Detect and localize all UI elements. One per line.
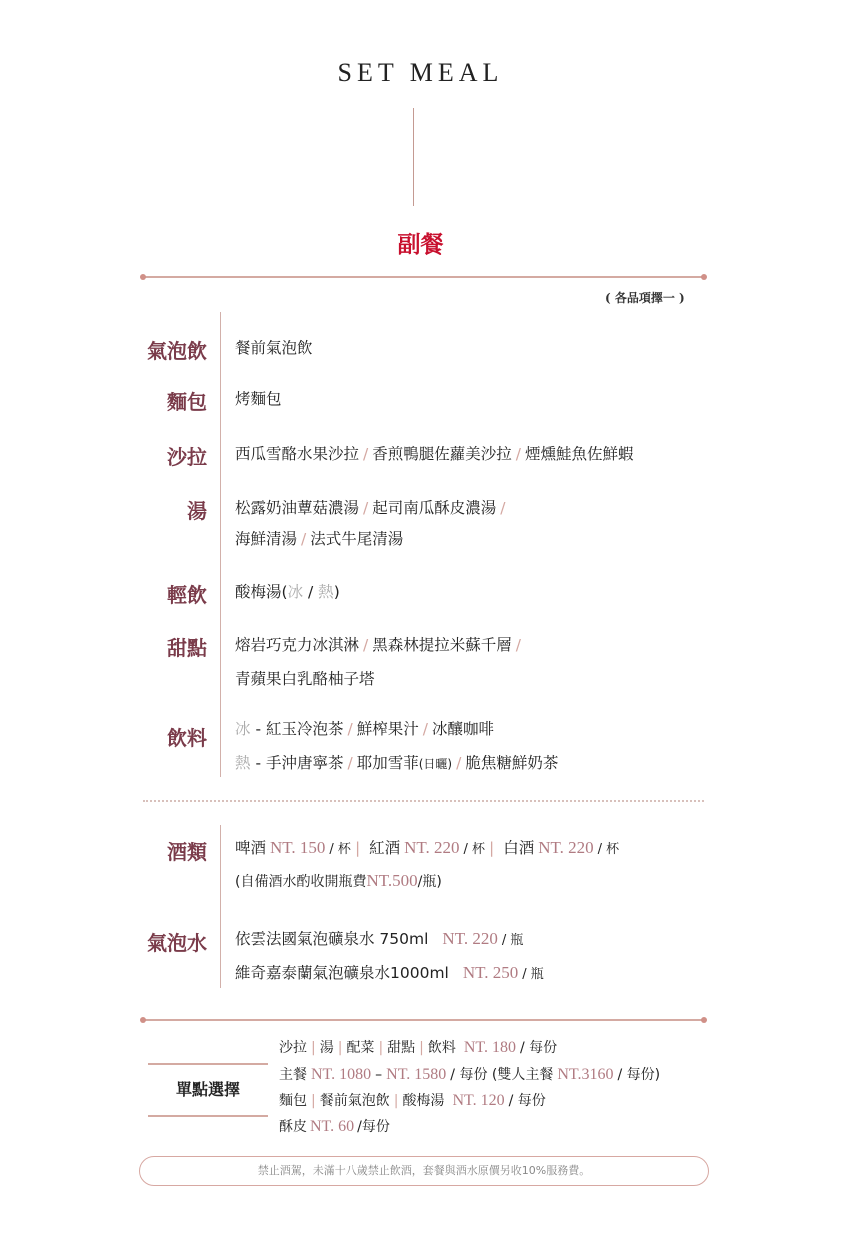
corkage-note: (自備酒水酌收開瓶費NT.500/瓶) [235, 871, 442, 890]
light-drink-item: 酸梅湯(冰 / 熱) [235, 583, 340, 601]
courses-vertical-line [220, 312, 221, 777]
dessert-items-line1: 熔岩巧克力冰淇淋 / 黑森林提拉米蘇千層 / [235, 636, 521, 654]
page-title: SET MEAL [337, 58, 504, 87]
title-divider [413, 108, 414, 206]
category-light-drink: 輕飲 [167, 583, 207, 607]
category-sparkling-water: 氣泡水 [147, 931, 207, 955]
drinks-vertical-line [220, 825, 221, 988]
a-la-carte-label: 單點選擇 [148, 1063, 268, 1117]
bottom-divider [143, 1019, 704, 1021]
beverage-cold-line: 冰 - 紅玉冷泡茶 / 鮮榨果汁 / 冰釀咖啡 [235, 720, 494, 738]
sparkling-water-item-2: 維奇嘉泰蘭氣泡礦泉水1000ml NT. 250 / 瓶 [235, 963, 544, 982]
top-divider [143, 276, 704, 278]
a-la-carte-line1: 沙拉 | 湯 | 配菜 | 甜點 | 飲料 NT. 180 / 每份 [279, 1039, 558, 1056]
category-alcohol: 酒類 [167, 840, 207, 864]
beverage-hot-line: 熱 - 手沖唐寧茶 / 耶加雪菲(日曬) / 脆焦糖鮮奶茶 [235, 754, 559, 772]
a-la-carte-line4: 酥皮 NT. 60 /每份 [279, 1118, 390, 1135]
item-bread: 烤麵包 [235, 390, 282, 408]
category-bread: 麵包 [167, 390, 207, 414]
sparkling-water-item-1: 依雲法國氣泡礦泉水 750ml NT. 220 / 瓶 [235, 929, 524, 948]
choose-one-note: ( 各品項擇一 ) [605, 291, 685, 305]
salad-items: 西瓜雪酪水果沙拉 / 香煎鴨腿佐蘿美沙拉 / 煙燻鮭魚佐鮮蝦 [235, 445, 634, 463]
dessert-items-line2: 青蘋果白乳酪柚子塔 [235, 670, 375, 688]
a-la-carte-line3: 麵包 | 餐前氣泡飲 | 酸梅湯 NT. 120 / 每份 [279, 1092, 546, 1109]
alcohol-items: 啤酒 NT. 150 / 杯 | 紅酒 NT. 220 / 杯 | 白酒 NT. 220 / 杯 [235, 838, 620, 857]
dotted-divider [143, 800, 704, 802]
category-soup: 湯 [187, 499, 207, 523]
section-title: 副餐 [397, 231, 444, 258]
item-sparkling-drink: 餐前氣泡飲 [235, 339, 313, 357]
footer-notice: 禁止酒駕，未滿十八歲禁止飲酒，套餐與酒水原價另收10%服務費。 [139, 1156, 709, 1186]
a-la-carte-line2: 主餐 NT. 1080 – NT. 1580 / 每份 (雙人主餐 NT.3160 / 每份) [279, 1066, 661, 1083]
category-salad: 沙拉 [167, 445, 207, 469]
category-dessert: 甜點 [167, 636, 207, 660]
category-sparkling-drink: 氣泡飲 [147, 339, 207, 363]
soup-items-line2: 海鮮清湯 / 法式牛尾清湯 [235, 530, 404, 548]
category-beverage: 飲料 [167, 726, 207, 750]
soup-items-line1: 松露奶油蕈菇濃湯 / 起司南瓜酥皮濃湯 / [235, 499, 506, 517]
